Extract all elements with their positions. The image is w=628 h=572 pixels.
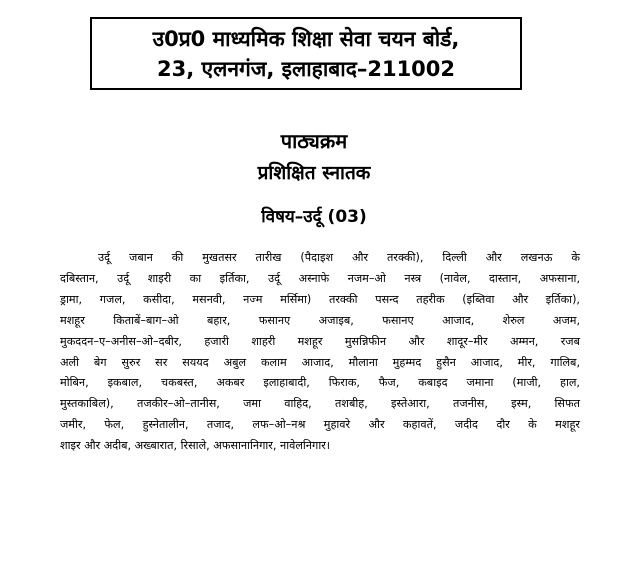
syllabus-line: अली बेग सुरुर सर सययद अबुल कलाम आजाद, मौलाना मुहम्मद हुसैन आजाद, मीर, गालिब, [60,355,580,369]
syllabus-line: मुकददन–ए–अनीस–ओ–दबीर, हजारी शाहरी मशहूर मुसन्निफीन और शादूर–मीर अम्मन, रजब [60,334,580,348]
syllabus-paragraph [60,248,580,457]
document-subtitle: प्रशिक्षित स्नातक [257,162,371,184]
syllabus-line: मुस्तकाबिल), तजकीर–ओ–तानीस, जमा वाहिद, तशबीह, इस्तेआरा, तजनीस, इस्म, सिफत [60,397,580,411]
syllabus-line: उर्दू जबान की मुखतसर तारीख (पैदाइश और तरक्की), दिल्ली और लखनऊ के [98,251,580,264]
syllabus-line: शाइर और अदीब, अख्बारात, रिसाले, अफसानानिगार, नावेलनिगार। [60,439,331,453]
syllabus-line: ड्रामा, गजल, कसीदा, मसनवी, नज्म मर्सिमा) तरक्की पसन्द तहरीक (इब्तिवा और इर्तिका), [60,292,580,306]
subject-heading: विषय–उर्दू (03) [261,207,367,227]
board-header-box [90,17,522,90]
board-address: 23, एलनगंज, इलाहाबाद–211002 [156,57,456,81]
syllabus-line: जमीर, फेल, हुस्नेतालीन, तजाद, लफ–ओ–नश्र मुहावरे और कहावतें, जदीद दौर के मशहूर [60,418,580,432]
document-title: पाठ्यक्रम [280,129,348,153]
syllabus-line: मशहूर किताबें–बाग–ओ बहार, फसानए अजाइब, फसानए आजाद, शेरुल अजम, [60,313,580,327]
syllabus-line: दबिस्तान, उर्दू शाइरी का इर्तिका, उर्दू अस्नाफे नजम–ओ नस्त्र (नावेल, दास्तान, अफसाना, [60,271,580,285]
board-name: उ0प्र0 माध्यमिक शिक्षा सेवा चयन बोर्ड, [152,27,460,51]
syllabus-line: मोबिन, इकबाल, चकबस्त, अकबर इलाहाबादी, फिराक, फैज, कबाइद जमाना (माजी, हाल, [60,376,580,390]
